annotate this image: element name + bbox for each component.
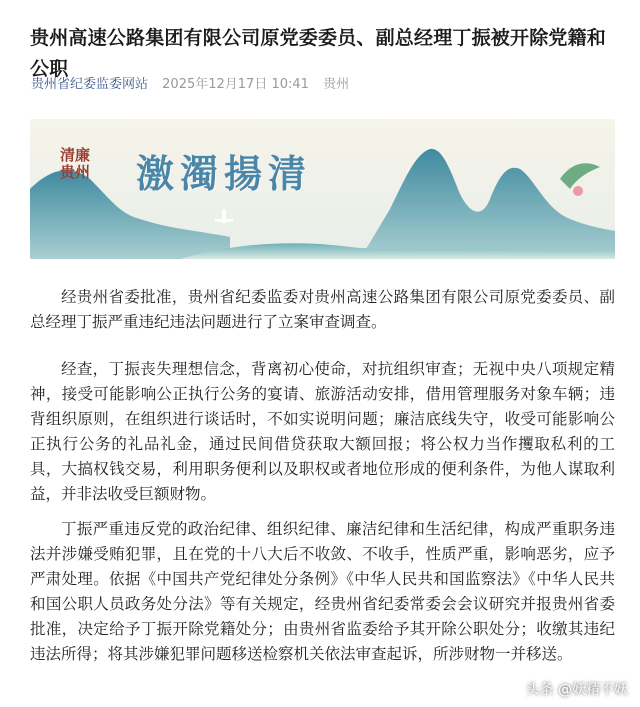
publish-datetime: 2025年12月17日 10:41 xyxy=(162,77,309,92)
article-meta xyxy=(31,73,349,92)
platform-watermark: 头条 @妖精不妖 xyxy=(525,682,628,698)
seal-logo: 清廉 贵州 xyxy=(60,146,91,181)
source-link[interactable]: 贵州省纪委监委网站 xyxy=(31,77,149,92)
landscape-illustration xyxy=(30,119,615,259)
lotus-icon xyxy=(573,186,583,196)
banner-headline: 激濁揚清 xyxy=(136,151,313,196)
body-paragraph: 经贵州省委批准，贵州省纪委监委对贵州高速公路集团有限公司原党委委员、副总经理丁振严重违纪违法问题进行了立案审查调查。 xyxy=(30,288,615,331)
banner-image xyxy=(30,119,615,259)
publish-location: 贵州 xyxy=(323,77,350,92)
body-paragraph: 丁振严重违反党的政治纪律、组织纪律、廉洁纪律和生活纪律，构成严重职务违法并涉嫌受贿犯罪，且在党的十八大后不收敛、不收手，性质严重，影响恶劣，应予严肃处理。依据《中国共产党纪律处分条例》《中华人民共和国监察法》《中华人民共和国公职人员政务处分法》等有关规定，经贵州省纪委常委会会议研究并报贵州省委批准，决定给予丁振开除党籍处分；由贵州省监委给予其开除公职处分；收缴其违纪违法所得；将其涉嫌犯罪问题移送检察机关依法审查起诉，所涉财物一并移送。 xyxy=(30,520,615,663)
article-title: 贵州高速公路集团有限公司原党委委员、副总经理丁振被开除党籍和公职 xyxy=(30,26,607,80)
body-paragraph: 经查，丁振丧失理想信念，背离初心使命，对抗组织审查；无视中央八项规定精神，接受可能影响公正执行公务的宴请、旅游活动安排，借用管理服务对象车辆；违背组织原则，在组织进行谈话时，不如实说明问题；廉洁底线失守，收受可能影响公正执行公务的礼品礼金，通过民间借贷获取大额回报；将公权力当作攫取私利的工具，大搞权钱交易，利用职务便利以及职权或者地位形成的便利条件，为他人谋取利益，并非法收受巨额财物。 xyxy=(30,360,615,503)
